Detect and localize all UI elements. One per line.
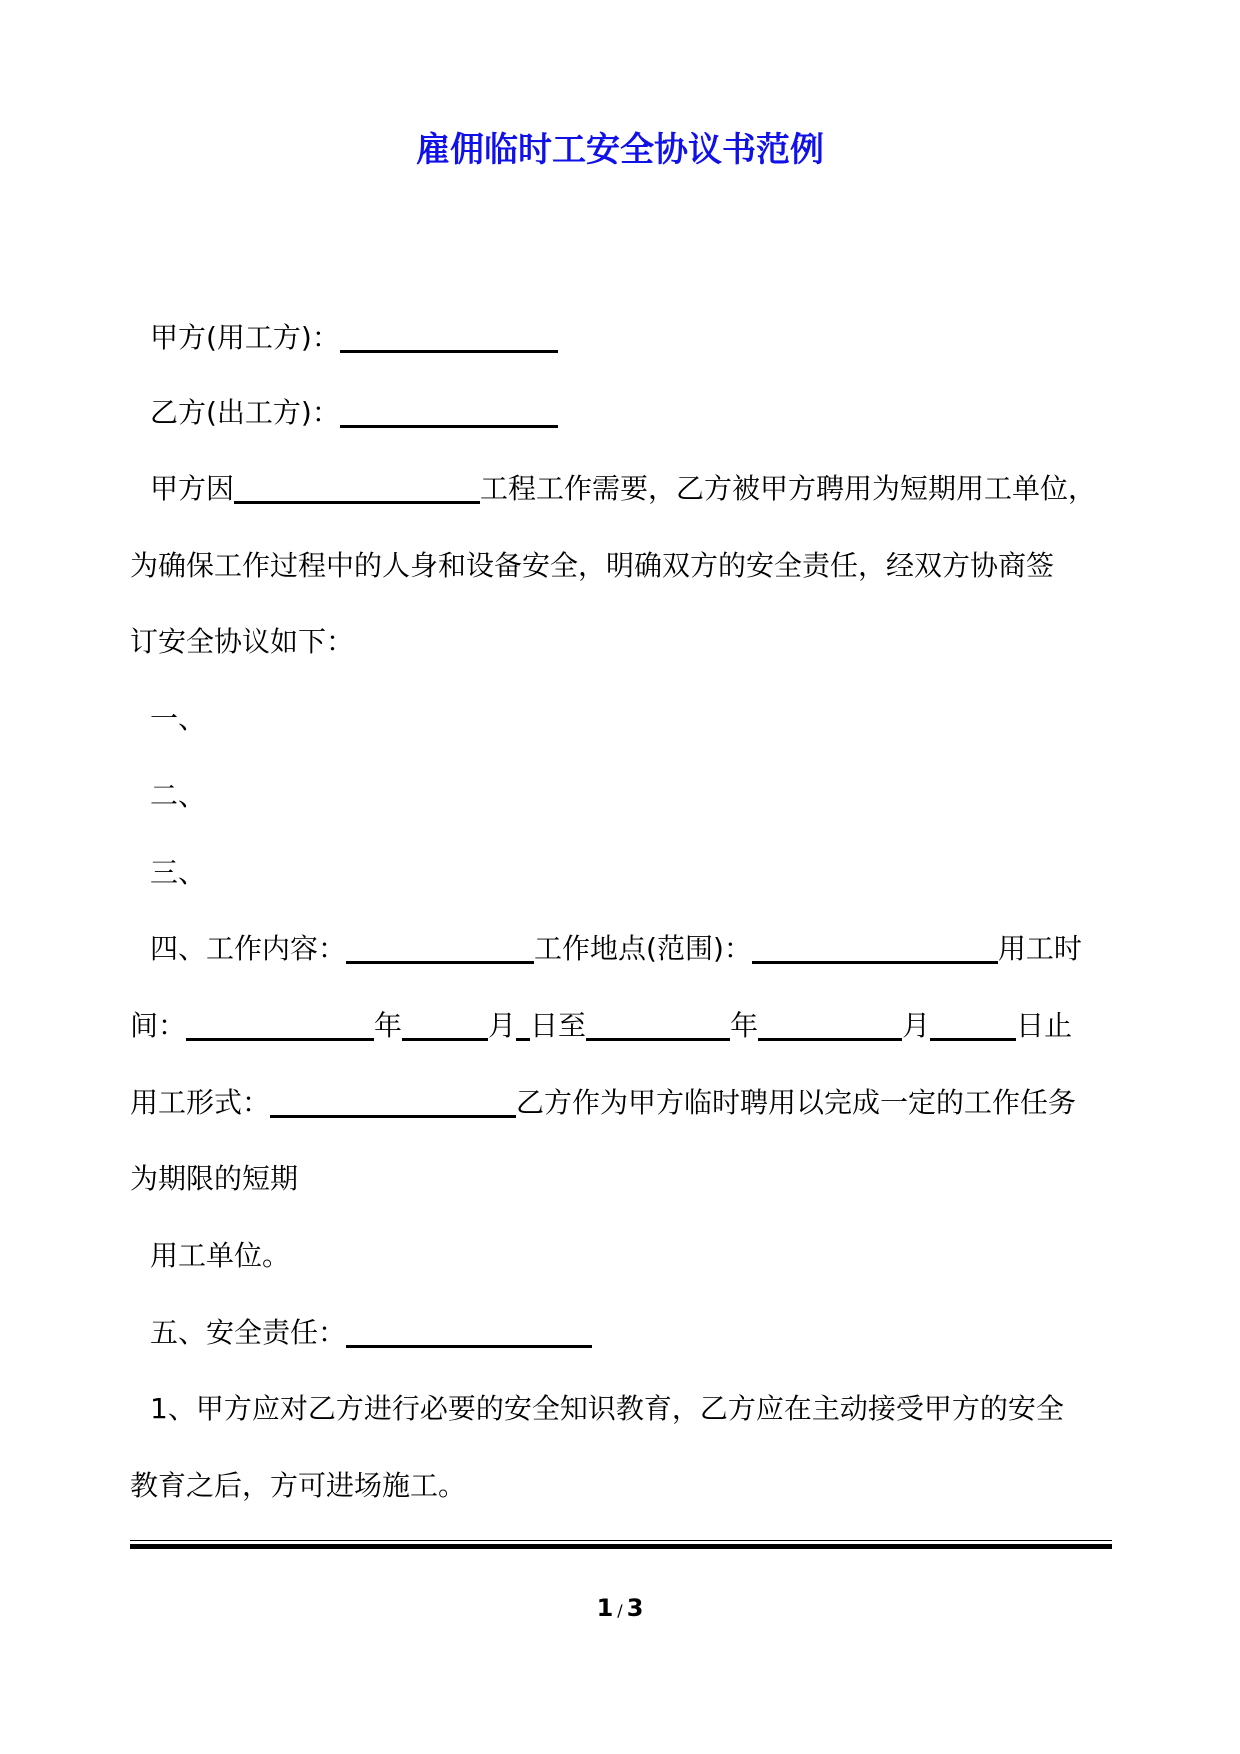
safety-label: 五、安全责任： bbox=[150, 1316, 347, 1349]
work-content-label: 四、工作内容： bbox=[150, 932, 347, 965]
footer-divider-thin bbox=[130, 1540, 1112, 1541]
work-content-blank[interactable] bbox=[346, 933, 534, 964]
end-month-label: 月 bbox=[902, 1009, 931, 1042]
footer-divider-thick bbox=[130, 1544, 1112, 1549]
start-year-blank[interactable] bbox=[186, 1010, 374, 1041]
party-b-line bbox=[150, 393, 1140, 433]
page-current: 1 bbox=[596, 1594, 614, 1622]
clause1-line-2: 教育之后，方可进场施工。 bbox=[130, 1469, 467, 1502]
start-month-blank[interactable] bbox=[402, 1010, 488, 1041]
document-title: 雇佣临时工安全协议书范例 bbox=[416, 130, 824, 170]
party-b-blank[interactable] bbox=[340, 397, 558, 428]
end-year-blank[interactable] bbox=[586, 1010, 730, 1041]
intro-line-3: 订安全协议如下： bbox=[130, 625, 355, 658]
party-a-blank[interactable] bbox=[340, 322, 558, 353]
section4-line-1 bbox=[150, 929, 1140, 969]
work-time-prefix: 用工时 bbox=[997, 932, 1082, 965]
party-b-label: 乙方(出工方)： bbox=[150, 396, 340, 429]
page-indicator bbox=[0, 1592, 1240, 1627]
section4-line-4: 为期限的短期 bbox=[130, 1162, 299, 1195]
end-year-label: 年 bbox=[730, 1009, 759, 1042]
section4-line-5: 用工单位。 bbox=[150, 1239, 291, 1272]
item-three: 三、 bbox=[150, 856, 207, 889]
work-location-label: 工作地点(范围)： bbox=[534, 932, 752, 965]
start-month-label: 月 bbox=[488, 1009, 517, 1042]
section4-line-2 bbox=[130, 1006, 1120, 1046]
safety-blank[interactable] bbox=[346, 1317, 592, 1348]
page-total: 3 bbox=[626, 1594, 644, 1622]
day-end-label: 日止 bbox=[1016, 1009, 1073, 1042]
day-to-label: 日至 bbox=[530, 1009, 587, 1042]
work-form-text: 乙方作为甲方临时聘用以完成一定的工作任务 bbox=[516, 1086, 1077, 1119]
item-one: 一、 bbox=[150, 702, 207, 735]
end-month-blank[interactable] bbox=[758, 1010, 902, 1041]
work-form-blank[interactable] bbox=[270, 1087, 516, 1118]
work-location-blank[interactable] bbox=[752, 933, 998, 964]
intro-suffix: 工程工作需要，乙方被甲方聘用为短期用工单位， bbox=[480, 472, 1097, 505]
section5-line-1 bbox=[150, 1313, 1140, 1353]
start-year-label: 年 bbox=[374, 1009, 403, 1042]
party-a-label: 甲方(用工方)： bbox=[150, 321, 340, 354]
page-separator: / bbox=[617, 1601, 623, 1620]
party-a-line bbox=[150, 318, 1140, 358]
end-day-blank[interactable] bbox=[930, 1010, 1016, 1041]
intro-prefix: 甲方因 bbox=[150, 472, 235, 505]
intro-line-2: 为确保工作过程中的人身和设备安全，明确双方的安全责任，经双方协商签 bbox=[130, 549, 1055, 582]
start-day-blank[interactable] bbox=[516, 1010, 530, 1041]
work-form-label: 用工形式： bbox=[130, 1086, 271, 1119]
clause1-line-1: 1、甲方应对乙方进行必要的安全知识教育，乙方应在主动接受甲方的安全 bbox=[150, 1392, 1064, 1425]
section4-line-3 bbox=[130, 1083, 1120, 1123]
work-time-cont: 间： bbox=[130, 1009, 187, 1042]
project-name-blank[interactable] bbox=[234, 473, 480, 504]
item-two: 二、 bbox=[150, 779, 207, 812]
intro-line-1 bbox=[150, 469, 1140, 509]
